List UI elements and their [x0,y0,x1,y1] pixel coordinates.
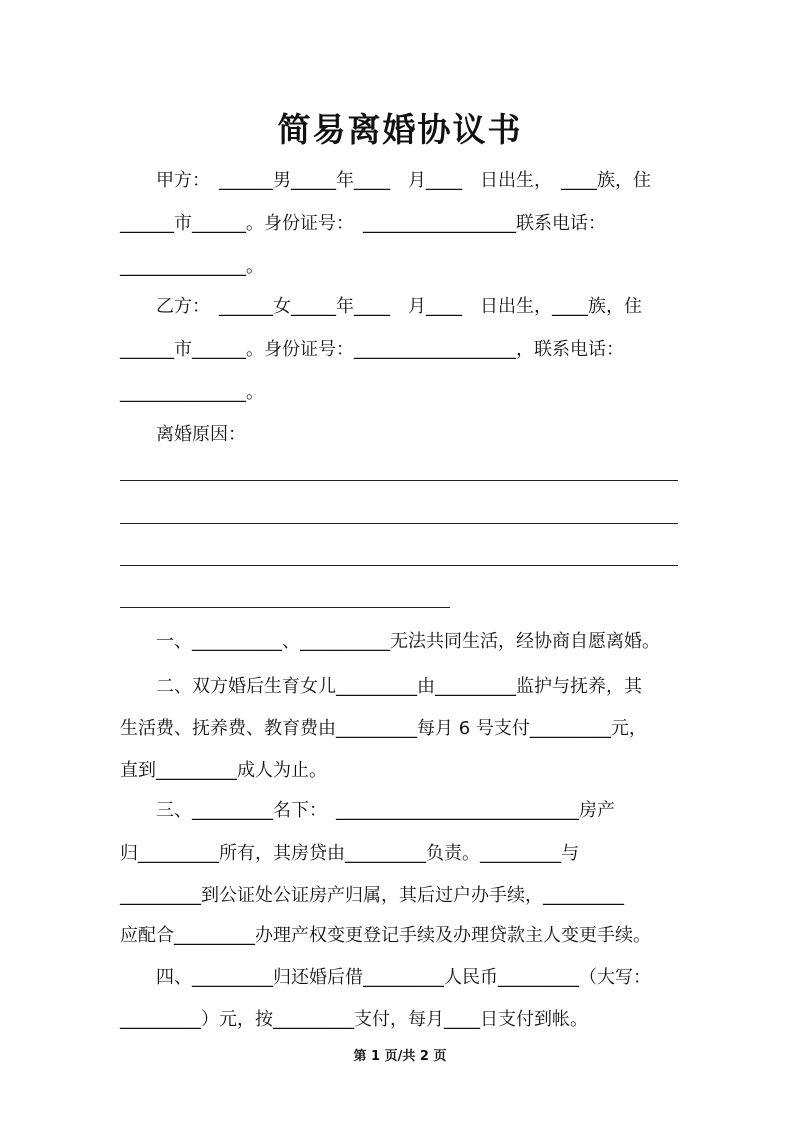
party-b-line-3: ______________。 [120,382,264,403]
party-b-line-2: ______市______。身份证号：__________________，联系电话： [120,339,624,360]
party-a-line-2: ______市______。身份证号： _________________联系电话： [120,213,606,234]
page-footer: 第 1 页/共 2 页 [353,1049,447,1064]
clause-2-line-3: 直到_________成人为止。 [120,760,327,781]
clause-4-line-2: _________）元，按_________支付，每月____日支付到帐。 [120,1009,588,1030]
reason-blank-line-4 [120,607,450,608]
clause-4-line-1: 四、_________归还婚后借_________人民币_________（大写： [120,967,651,988]
clause-3-line-2: 归_________所有，其房贷由_________负责。_________与 [120,843,579,864]
document-title: 简易离婚协议书 [277,110,523,149]
clause-2-line-2: 生活费、抚养费、教育费由_________每月 6 号支付_________元， [120,718,647,739]
clause-1-line-1: 一、__________、__________无法共同生活，经协商自愿离婚。 [120,631,660,652]
divorce-reason-label: 离婚原因： [120,424,246,445]
clause-3-line-3: _________到公证处公证房产归属，其后过户办手续，_________ [120,885,624,906]
party-b-line-1: 乙方： ______女_____年____ 月____ 日出生，____族，住 [120,296,642,317]
reason-blank-line-2 [120,523,678,524]
party-a-line-1: 甲方： ______男_____年____ 月____ 日出生， ____族，住 [120,170,651,191]
clause-2-line-1: 二、双方婚后生育女儿_________由_________监护与抚养，其 [120,676,642,697]
clause-3-line-4: 应配合_________办理产权变更登记手续及办理贷款主人变更手续。 [120,925,651,946]
reason-blank-line-1 [120,480,678,481]
party-a-line-3: ______________。 [120,256,264,277]
clause-3-line-1: 三、_________名下： ___________________________房产 [120,800,615,821]
reason-blank-line-3 [120,565,678,566]
